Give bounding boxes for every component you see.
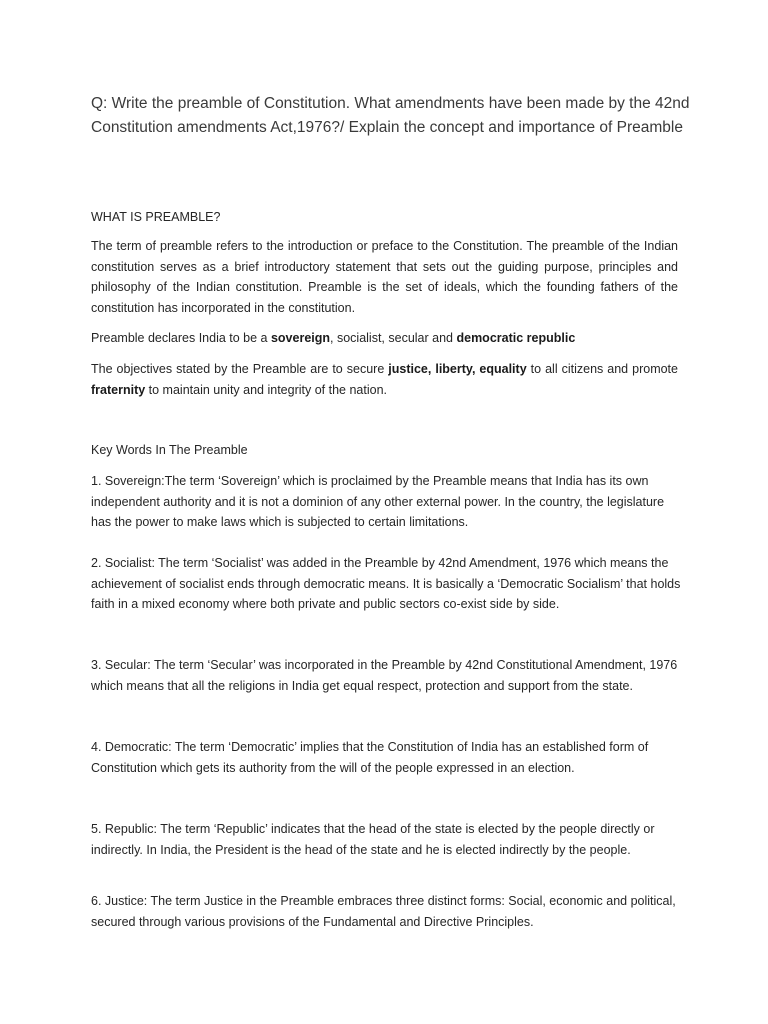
keyword-item: 3. Secular: The term ‘Secular’ was incorporated in the Preamble by 42nd Constitutional Amendment, 1976 which means that all the religions in India get equal respect, protection and support from the state.: [91, 658, 678, 693]
objectives-suffix: to maintain unity and integrity of the nation.: [145, 382, 388, 397]
keyword-item: 5. Republic: The term ‘Republic’ indicates that the head of the state is elected by the people directly or indirectly. In India, the President is the head of the state and he is elected indirectly by the people.: [91, 822, 655, 857]
objectives-prefix: The objectives stated by the Preamble are to secure: [91, 362, 389, 376]
sovereign-term: sovereign: [270, 331, 331, 345]
democratic-republic-term: democratic republic: [456, 331, 576, 345]
keyword-item: 1. Sovereign:The term ‘Sovereign’ which is proclaimed by the Preamble means that India has its own independent authority and it is not a dominion of any other external power. In the country, the legislature has the power to make laws which is subjected to certain limitations.: [91, 474, 665, 530]
declares-middle: , socialist, secular and: [330, 331, 457, 345]
keyword-item: 4. Democratic: The term ‘Democratic’ implies that the Constitution of India has an established form of Constitution which gets its authority from the will of the people expressed in an election.: [91, 740, 649, 775]
objectives-values: justice, liberty, equality: [388, 362, 527, 376]
keyword-item: 2. Socialist: The term ‘Socialist’ was added in the Preamble by 42nd Amendment, 1976 which means the achievement of socialist ends through democratic means. It is basically a ‘Democratic Socialism’ that holds faith in a mixed economy where both private and public sectors co-exist side by side.: [91, 556, 681, 612]
intro-paragraph: The term of preamble refers to the introduction or preface to the Constitution. The preamble of the Indian constitution serves as a brief introductory statement that sets out the guiding purpose, principles and philosophy of the Indian constitution. Preamble is the set of ideals, which the founding fathers of the constitution has incorporated in the constitution.: [91, 239, 678, 315]
keyword-item: 6. Justice: The term Justice in the Preamble embraces three distinct forms: Social, economic and political, secured through various provisions of the Fundamental and Directive Principles.: [91, 894, 676, 929]
section-heading: WHAT IS PREAMBLE?: [91, 210, 221, 224]
objectives-middle: to all citizens and promote: [526, 362, 678, 376]
declares-paragraph: [91, 328, 678, 349]
objectives-paragraph: [91, 359, 678, 400]
fraternity-term: fraternity: [91, 382, 146, 397]
question-title: Q: Write the preamble of Constitution. What amendments have been made by the 42nd Constitution amendments Act,1976?/ Explain the concept and importance of Preamble: [91, 95, 690, 136]
keywords-heading: Key Words In The Preamble: [91, 443, 248, 457]
declares-prefix: Preamble declares India to be a: [91, 331, 271, 345]
